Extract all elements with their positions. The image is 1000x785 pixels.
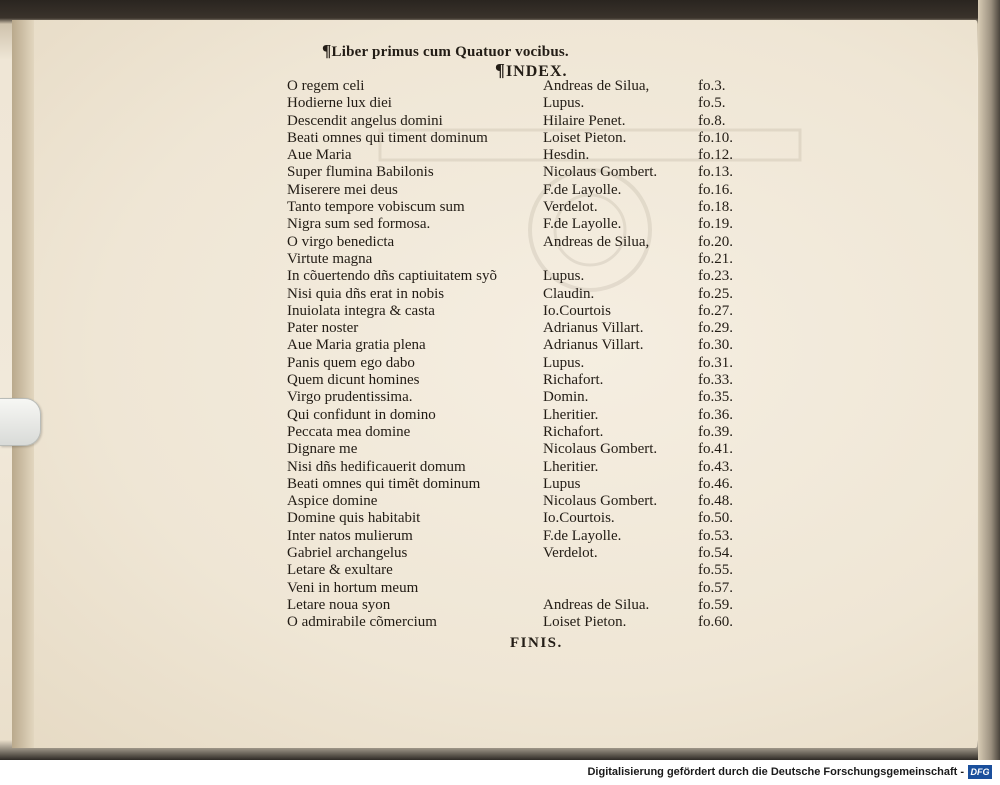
entry-composer: Verdelot.	[543, 545, 598, 562]
index-entry	[287, 164, 757, 181]
entry-title: Nisi dñs hedificauerit domum	[287, 458, 466, 475]
index-entry	[287, 216, 757, 233]
index-entry	[287, 424, 757, 441]
entry-folio: fo.39.	[698, 423, 733, 440]
entry-folio: fo.21.	[698, 250, 733, 267]
entry-title: Veni in hortum meum	[287, 579, 419, 596]
entry-folio: fo.27.	[698, 302, 733, 319]
header-text: Liber primus cum Quatuor vocibus.	[331, 44, 569, 60]
entry-folio: fo.18.	[698, 199, 733, 216]
entry-composer: Lupus.	[543, 95, 585, 112]
entry-composer: Richafort.	[543, 372, 604, 389]
index-entry	[287, 528, 757, 545]
entry-composer: Nicolaus Gombert.	[543, 441, 658, 458]
index-entry	[287, 355, 757, 372]
entry-composer: Andreas de Silua,	[543, 233, 650, 250]
entry-title: Descendit angelus domini	[287, 112, 443, 129]
index-entry	[287, 510, 757, 527]
entry-folio: fo.29.	[698, 320, 733, 337]
index-entry	[287, 580, 757, 597]
entry-title: Beati omnes qui timẽt dominum	[287, 475, 481, 492]
entry-title: Domine quis habitabit	[287, 510, 421, 527]
page-header	[322, 41, 569, 61]
entry-composer: Lheritier.	[543, 406, 599, 423]
index-entry	[287, 337, 757, 354]
entry-title: Quem dicunt homines	[287, 372, 420, 389]
index-entry	[287, 320, 757, 337]
entry-folio: fo.53.	[698, 527, 733, 544]
index-entry	[287, 407, 757, 424]
index-entry	[287, 476, 757, 493]
entry-composer: Verdelot.	[543, 199, 598, 216]
entry-folio: fo.60.	[698, 614, 733, 631]
entry-composer: Lheritier.	[543, 458, 599, 475]
index-list	[287, 78, 757, 632]
entry-composer: Adrianus Villart.	[543, 337, 644, 354]
entry-composer: Io.Courtois	[543, 302, 611, 319]
index-entry	[287, 199, 757, 216]
index-entry	[287, 545, 757, 562]
index-entry	[287, 268, 757, 285]
entry-composer: Adrianus Villart.	[543, 320, 644, 337]
entry-composer: Andreas de Silua,	[543, 78, 650, 94]
dfg-logo: DFG	[968, 765, 992, 779]
entry-folio: fo.10.	[698, 129, 733, 146]
entry-title: Nisi quia dñs erat in nobis	[287, 285, 445, 302]
entry-composer: F.de Layolle.	[543, 216, 622, 233]
page-clip	[0, 398, 41, 446]
entry-title: Qui confidunt in domino	[287, 406, 436, 423]
entry-title: O virgo benedicta	[287, 233, 395, 250]
entry-folio: fo.48.	[698, 493, 733, 510]
entry-composer: Loiset Pieton.	[543, 129, 627, 146]
entry-title: Virtute magna	[287, 250, 373, 267]
index-entry	[287, 234, 757, 251]
entry-folio: fo.19.	[698, 216, 733, 233]
book-fore-edge	[978, 0, 1000, 760]
entry-composer: Lupus	[543, 475, 581, 492]
entry-composer: Nicolaus Gombert.	[543, 493, 658, 510]
entry-composer: F.de Layolle.	[543, 181, 622, 198]
index-entry	[287, 147, 757, 164]
entry-folio: fo.23.	[698, 268, 733, 285]
entry-composer: Io.Courtois.	[543, 510, 615, 527]
entry-folio: fo.33.	[698, 372, 733, 389]
entry-composer: Domin.	[543, 389, 589, 406]
entry-folio: fo.13.	[698, 164, 733, 181]
entry-folio: fo.59.	[698, 596, 733, 613]
entry-folio: fo.16.	[698, 181, 733, 198]
funding-credit: Digitalisierung gefördert durch die Deutsche Forschungsgemeinschaft -	[587, 766, 964, 778]
index-entry	[287, 286, 757, 303]
entry-composer: Lupus.	[543, 354, 585, 371]
index-entry	[287, 78, 757, 95]
index-entry	[287, 251, 757, 268]
entry-folio: fo.46.	[698, 475, 733, 492]
entry-folio: fo.3.	[698, 78, 726, 94]
index-entry	[287, 493, 757, 510]
index-entry	[287, 614, 757, 631]
page-gutter	[12, 20, 34, 748]
entry-title: Aue Maria	[287, 147, 352, 164]
entry-composer: Nicolaus Gombert.	[543, 164, 658, 181]
entry-folio: fo.55.	[698, 562, 733, 579]
entry-composer: Lupus.	[543, 268, 585, 285]
index-entry	[287, 95, 757, 112]
paragraph-mark: ¶	[495, 60, 506, 80]
entry-title: Inuiolata integra & casta	[287, 302, 435, 319]
entry-title: Hodierne lux diei	[287, 95, 392, 112]
entry-title: Aue Maria gratia plena	[287, 337, 426, 354]
index-entry	[287, 130, 757, 147]
index-entry	[287, 459, 757, 476]
entry-folio: fo.36.	[698, 406, 733, 423]
entry-title: Gabriel archangelus	[287, 545, 408, 562]
entry-title: O regem celi	[287, 78, 365, 94]
entry-title: Dignare me	[287, 441, 358, 458]
index-entry	[287, 113, 757, 130]
entry-title: Super flumina Babilonis	[287, 164, 434, 181]
entry-title: Nigra sum sed formosa.	[287, 216, 431, 233]
entry-composer: Loiset Pieton.	[543, 614, 627, 631]
entry-folio: fo.35.	[698, 389, 733, 406]
entry-title: Tanto tempore vobiscum sum	[287, 199, 465, 216]
entry-title: Peccata mea domine	[287, 423, 411, 440]
index-title-text: INDEX.	[505, 63, 568, 80]
paragraph-mark: ¶	[322, 41, 332, 60]
entry-folio: fo.54.	[698, 545, 733, 562]
entry-title: O admirabile cõmercium	[287, 614, 437, 631]
entry-title: Beati omnes qui timent dominum	[287, 129, 488, 146]
entry-title: Letare & exultare	[287, 562, 393, 579]
index-entry	[287, 303, 757, 320]
entry-folio: fo.31.	[698, 354, 733, 371]
entry-title: Pater noster	[287, 320, 359, 337]
entry-folio: fo.8.	[698, 112, 726, 129]
index-entry	[287, 597, 757, 614]
entry-title: Aspice domine	[287, 493, 378, 510]
entry-folio: fo.57.	[698, 579, 733, 596]
entry-title: In cõuertendo dñs captiuitatem syõ	[287, 268, 497, 285]
entry-folio: fo.41.	[698, 441, 733, 458]
entry-composer: Hilaire Penet.	[543, 112, 626, 129]
index-entry	[287, 372, 757, 389]
entry-folio: fo.25.	[698, 285, 733, 302]
entry-composer: Andreas de Silua.	[543, 596, 650, 613]
entry-title: Inter natos mulierum	[287, 527, 413, 544]
entry-folio: fo.30.	[698, 337, 733, 354]
entry-composer: F.de Layolle.	[543, 527, 622, 544]
index-entry	[287, 441, 757, 458]
index-entry	[287, 182, 757, 199]
entry-folio: fo.43.	[698, 458, 733, 475]
entry-folio: fo.5.	[698, 95, 726, 112]
finis-label: FINIS.	[510, 635, 563, 651]
entry-title: Letare noua syon	[287, 596, 391, 613]
entry-title: Virgo prudentissima.	[287, 389, 413, 406]
entry-composer: Richafort.	[543, 423, 604, 440]
index-entry	[287, 562, 757, 579]
entry-title: Panis quem ego dabo	[287, 354, 415, 371]
entry-composer: Hesdin.	[543, 147, 590, 164]
index-entry	[287, 389, 757, 406]
entry-composer: Claudin.	[543, 285, 595, 302]
entry-folio: fo.50.	[698, 510, 733, 527]
entry-title: Miserere mei deus	[287, 181, 398, 198]
entry-folio: fo.20.	[698, 233, 733, 250]
entry-folio: fo.12.	[698, 147, 733, 164]
